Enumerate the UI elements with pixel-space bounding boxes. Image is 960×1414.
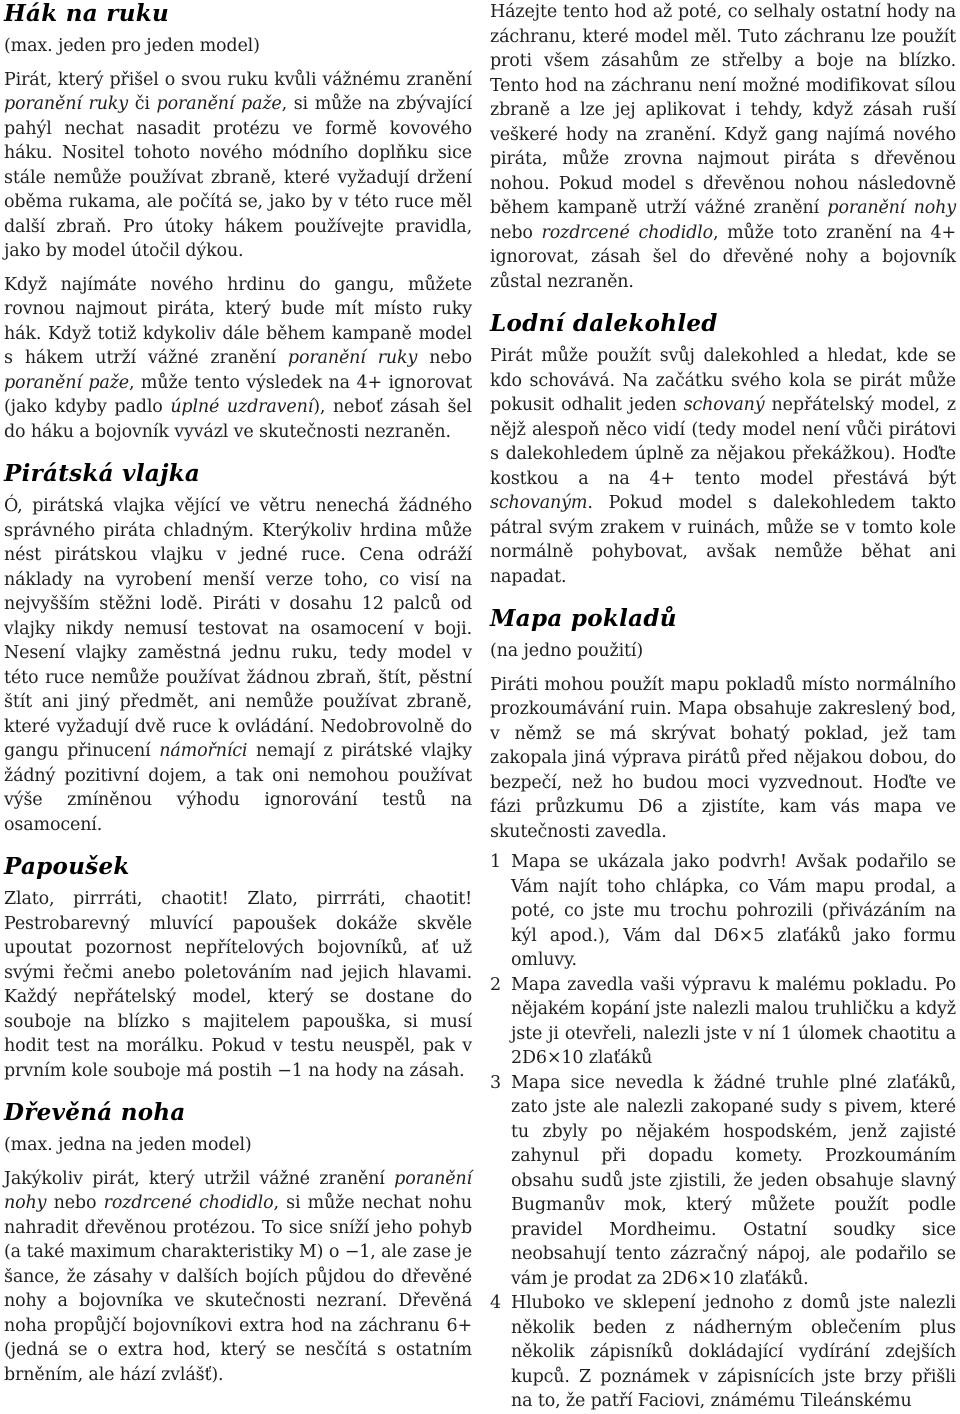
paragraph-mapa-1: Piráti mohou použít mapu pokladů místo normálního prozkoumávání ruin. Mapa obsahuje zakreslený bod, v němž se má skrývat bohatý poklad, jež tam zakopala jiná výprava pirátů před nějakou dobou, do bezpečí, než ho budou moci vyzvednout. Hoďte ve fázi průzkumu D6 a zjistíte, kam vás mapa ve skutečnosti zavedla. [490,674,956,842]
section-subtitle-hak: (max. jeden pro jeden model) [4,36,260,56]
paragraph-hak-1: Pirát, který přišel o svou ruku kvůli vážnému zranění poranění ruky či poranění paže, si může na zbývající pahýl nechat nasadit protézu ve formě kovového háku. Nositel tohoto nového módního doplňku sice stále nemůže používat zbraně, které vyžadují držení oběma rukama, ale počítá se, jako by v této ruce měl další zbraň. Pro útoky hákem používejte pravidla, jako by model útočil dýkou. [4,69,472,261]
section-subtitle-noha: (max. jedna na jeden model) [4,1135,252,1155]
list-item: 1 Mapa se ukázala jako podvrh! Avšak podařilo se Vám najít toho chlápka, co Vám mapu prodal, a poté, co jste mu trochu pohrozili (přivázáním na kýl apod.), Vám dal D6×5 zlaťáků jako formu omluvy. [490,852,956,970]
paragraph-hak-2: Když najímáte nového hrdinu do gangu, můžete rovnou najmout piráta, který bude mít místo ruky hák. Když totiž kdykoliv dále během kampaně model s hákem utrží vážné zranění poranění ruky nebo poranění paže, může tento výsledek na 4+ ignorovat (jako kdyby padlo úplné uzdravení), neboť zásah šel do háku a bojovník vyvázl ve skutečnosti nezraněn. [4,274,472,442]
paragraph-dalekohled-1: Pirát může použít svůj dalekohled a hledat, kde se kdo schovává. Na začátku svého kola se pirát může pokusit odhalit jeden schovaný nepřátelský model, z nějž alespoň něco vidí (tedy model není vůči pirátovi s dalekohledem úplně za nějakou překážkou). Hoďte kostkou a na 4+ tento model přestává být schovaným. Pokud model s dalekohledem takto pátral svým zrakem v ruinách, může se v tomto kole normálně pohybovat, avšak nemůže běhat ani napadat. [490,346,956,587]
section-title-vlajka: Pirátská vlajka [4,460,201,487]
section-title-noha: Dřevěná noha [4,1099,186,1126]
section-title-mapa: Mapa pokladů [490,605,677,632]
right-column [490,0,956,1414]
paragraph-vlajka-1: Ó, pirátská vlajka vějící ve větru nenechá žádného správného piráta chladným. Kterýkoliv hrdina může nést pirátskou vlajku v jedné ruce. Cena odráží náklady na vyrobení menší verze toho, co visí na nejvyšším stěžni lodě. Piráti v dosahu 12 palců od vlajky nikdy nemusí testovat na osamocení v boji. Nesení vlajky zaměstná jednu ruku, tedy model v této ruce nemůže používat žádnou zbraň, štít, pěstní štít ani jiný předmět, ani nemůže používat zbraně, které vyžadují dvě ruce k ovládání. Nedobrovolně do gangu přinucení námořníci nemají z pirátské vlajky žádný pozitivní dojem, a tak oni nemohou používat výše zmíněnou výhodu ignorování testů na osamocení. [4,496,472,835]
list-item: 4 Hluboko ve sklepení jednoho z domů jste nalezli několik beden z nádherným oblečením plus několik zápisníků dokládající vydírání zdejších kupců. Z poznámek v zápisnících jste brzy přišli na to, že patří Faciovi, známému Tileánskému [490,1293,956,1411]
list-item: 2 Mapa zavedla vaši výpravu k malému pokladu. Po nějakém kopání jste nalezli malou truhličku a když jste ji otevřeli, nalezli jste v ní 1 úlomek chaotitu a 2D6×10 zlaťáků [490,974,956,1068]
mapa-results-list [490,850,956,1414]
paragraph-noha-continued: Házejte tento hod až poté, co selhaly ostatní hody na záchranu, které model měl. Tuto záchranu lze použít proti všem zásahům ze střelby a boje na blízko. Tento hod na záchranu není možné modifikovat sílou zbraně a lze jej aplikovat i tehdy, když zásah ruší veškeré hody na zranění. Když gang najímá nového piráta, může zrovna najmout piráta s dřevěnou nohou. Pokud model s dřevěnou nohou následovně během kampaně utrží vážné zranění poranění nohy nebo rozdrcené chodidlo, může toto zranění na 4+ ignorovat, zásah šel do dřevěné nohy a bojovník zůstal nezraněn. [490,2,957,292]
section-title-dalekohled: Lodní dalekohled [490,310,718,337]
left-column [4,0,472,1387]
section-title-hak: Hák na ruku [4,0,170,27]
list-item: 3 Mapa sice nevedla k žádné truhle plné zlaťáků, zato jste ale nalezli zakopané sudy s pivem, které tu zbyly po nějakém hospodském, jenž zajisté zahynul při dopadu komety. Prozkoumáním obsahu sudů jste zjistili, že jeden obsahuje slavný Bugmanův mok, který můžete použít podle pravidel Mordheimu. Ostatní soudky sice neobsahují tento zázračný nápoj, ale podařilo se vám je prodat za 2D6×10 zlaťáků. [490,1072,956,1289]
section-subtitle-mapa: (na jedno použití) [490,641,644,661]
paragraph-noha-1: Jakýkoliv pirát, který utržil vážné zranění poranění nohy nebo rozdrcené chodidlo, si může nechat nohu nahradit dřevěnou protézou. To sice sníží jeho pohyb (a také maximum charakteristiky M) o −1, ale zase je šance, že zásahy v dalších bojích půjdou do dřevěné nohy a bojovníka ve skutečnosti nezraní. Dřevěná noha propůjčí bojovníkovi extra hod na záchranu 6+ (jedná se o extra hod, který se nesčítá s ostatním brněním, ale hází zvlášť). [4,1168,472,1385]
section-title-papousek: Papoušek [4,853,130,880]
paragraph-papousek-1: Zlato, pirrráti, chaotit! Zlato, pirrráti, chaotit! Pestrobarevný mluvící papoušek dokáže skvěle upoutat pozornost nepřítelových bojovníků, ať už svými řečmi anebo poletováním nad jejich hlavami. Každý nepřátelský model, který se dostane do souboje na blízko s majitelem papouška, si musí hodit test na morálku. Pokud v testu neuspěl, pak v prvním kole souboje má postih −1 na hody na zásah. [4,889,472,1081]
